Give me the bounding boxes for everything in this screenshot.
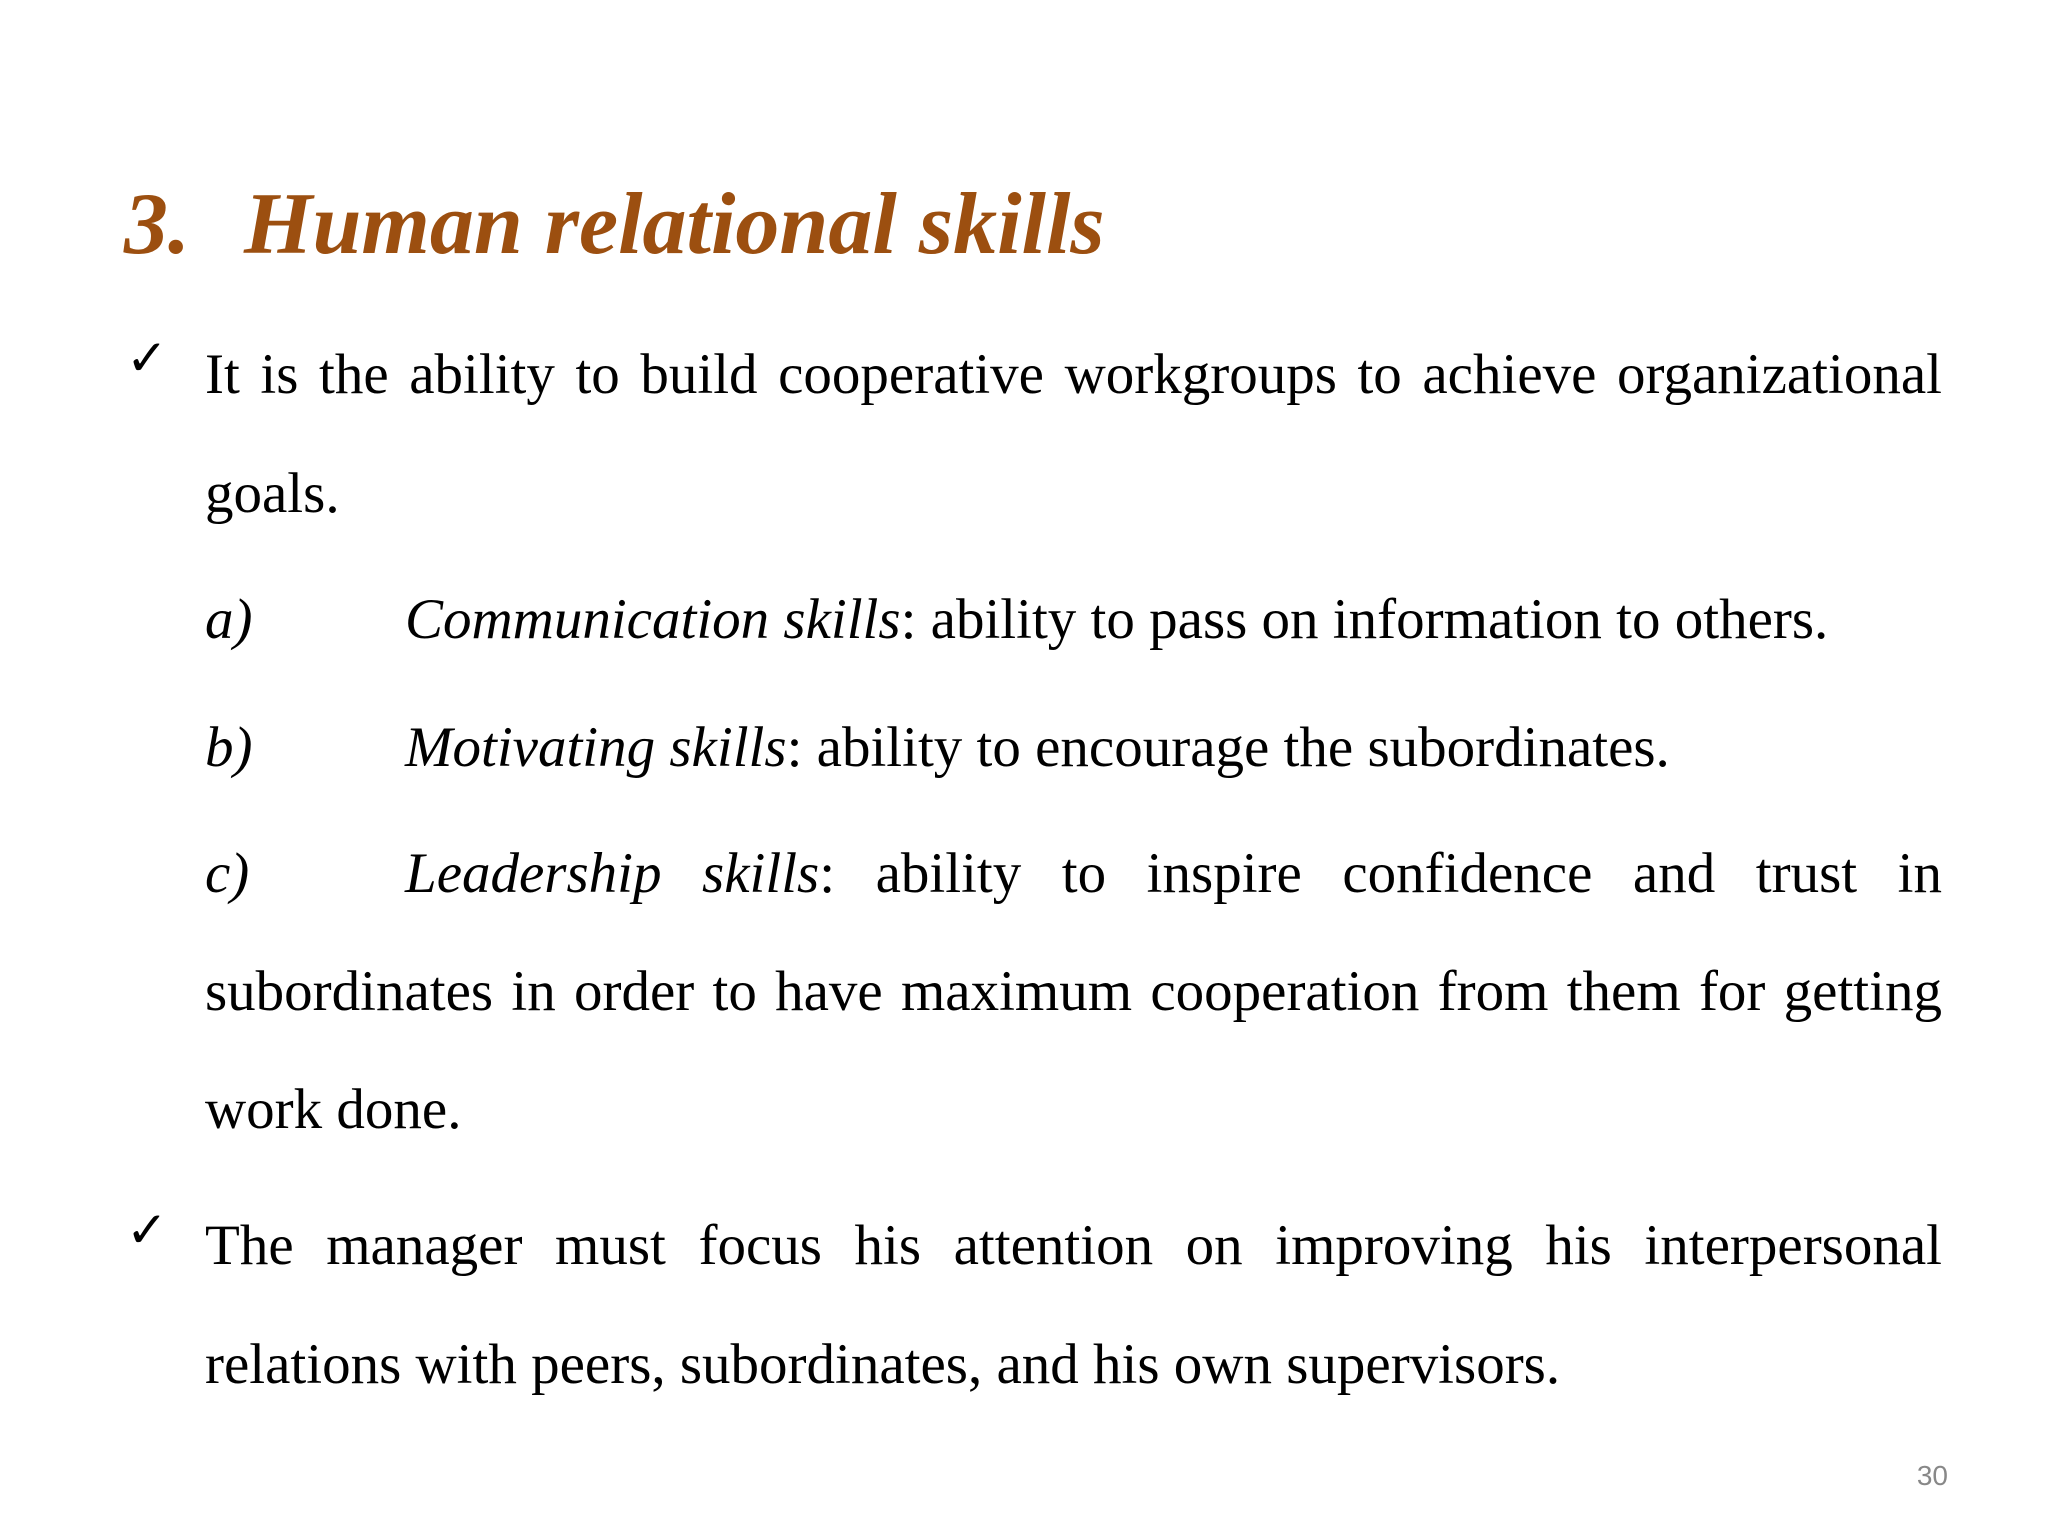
sub-item-c-text: : ability to inspire confidence and trust in subordinates in order to have maximum cooperation from them for getting work done. [205, 842, 1942, 1141]
checkmark-icon: ✓ [126, 1201, 168, 1259]
sub-item-b-term: Motivating skills [405, 716, 787, 779]
bullet-1-text: It is the ability to build cooperative workgroups to achieve organizational goals. [205, 343, 1942, 525]
sub-item-a [205, 585, 1828, 655]
sub-item-a-marker: a) [205, 588, 253, 651]
sub-item-a-term: Communication skills [405, 588, 901, 651]
title-number: 3. [124, 176, 190, 273]
sub-item-a-text: : ability to pass on information to others. [900, 588, 1829, 651]
slide-title [124, 170, 1105, 280]
checkmark-icon: ✓ [126, 329, 168, 387]
sub-item-c-term: Leadership skills [405, 842, 820, 905]
sub-item-b [205, 713, 1670, 783]
page-number: 30 [1916, 1460, 1948, 1491]
sub-item-b-text: : ability to encourage the subordinates. [786, 716, 1670, 779]
sub-item-b-marker: b) [205, 716, 253, 779]
sub-item-c-marker: c) [205, 842, 250, 905]
sub-item-c [205, 815, 1942, 1169]
bullet-2-text: The manager must focus his attention on improving his interpersonal relations with peers, subordinates, and his own supervisors. [205, 1214, 1942, 1396]
title-text: Human relational skills [244, 176, 1105, 273]
